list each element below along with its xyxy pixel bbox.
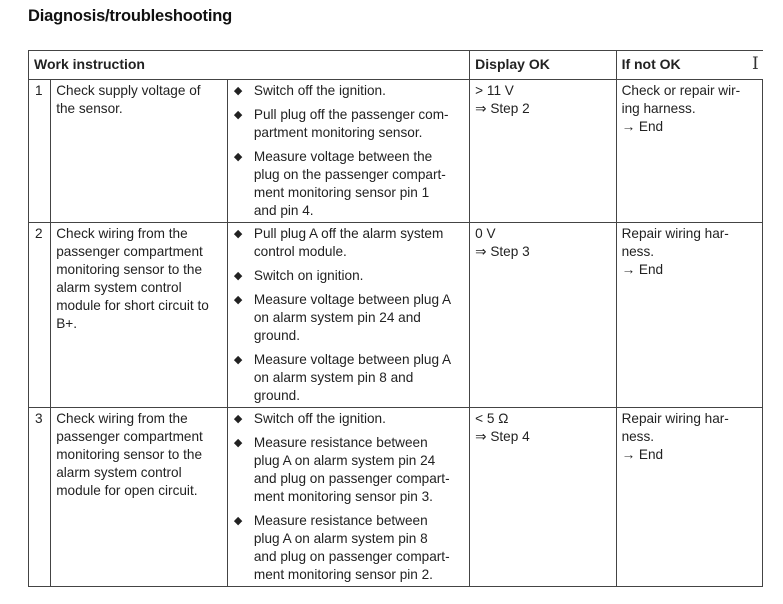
display-ok-cell	[470, 80, 616, 223]
check-text-line: Check supply voltage of	[56, 83, 201, 98]
step-text-line: ment monitoring sensor pin 2.	[253, 567, 433, 582]
if-not-ok-line: ness.	[621, 244, 655, 259]
table-row	[29, 223, 763, 408]
check-text-line: B+.	[56, 316, 77, 331]
step-text-line: Switch off the ignition.	[253, 83, 386, 98]
if-not-ok-line: → End	[621, 447, 664, 462]
step-text-line: Measure voltage between the	[253, 149, 433, 164]
table-row	[29, 80, 763, 223]
check-text-line: the sensor.	[56, 101, 123, 116]
step-text-line: Measure resistance between	[253, 513, 428, 528]
step-number: 3	[29, 408, 51, 587]
display-ok-cell	[470, 223, 616, 408]
step-text-line: partment monitoring sensor.	[253, 125, 423, 140]
display-ok-line: 0 V	[475, 226, 496, 241]
step-text-line: and plug on passenger compart-	[253, 471, 450, 486]
list-item	[233, 291, 464, 345]
table-row	[29, 408, 763, 587]
step-text-line: Measure voltage between plug A	[253, 292, 452, 307]
step-text-line: ment monitoring sensor pin 1	[253, 185, 430, 200]
diamond-bullet-icon: ◆	[233, 85, 243, 97]
step-text-line: on alarm system pin 24 and	[253, 310, 421, 325]
step-text-line: ground.	[253, 388, 300, 403]
if-not-ok-line: ness.	[621, 429, 655, 444]
if-not-ok-line: Repair wiring har-	[621, 226, 729, 241]
display-ok-cell	[470, 408, 616, 587]
list-item	[233, 148, 464, 220]
steps-list	[233, 225, 464, 405]
step-text-line: Pull plug off the passenger com-	[253, 107, 449, 122]
if-not-ok-line: → End	[621, 119, 664, 134]
list-item	[233, 225, 464, 261]
text-cursor-icon: I	[752, 54, 759, 74]
diamond-bullet-icon: ◆	[233, 151, 243, 163]
check-description	[51, 223, 228, 408]
step-text-line: on alarm system pin 8 and	[253, 370, 414, 385]
check-text-line: Check wiring from the	[56, 226, 188, 241]
check-text-line: alarm system control	[56, 280, 182, 295]
step-text-line: Switch on ignition.	[253, 268, 364, 283]
if-not-ok-line: Repair wiring har-	[621, 411, 729, 426]
if-not-ok-cell	[616, 223, 762, 408]
instruction-steps	[227, 408, 469, 587]
step-text-line: and plug on passenger compart-	[253, 549, 450, 564]
check-text-line: passenger compartment	[56, 244, 203, 259]
step-text-line: Pull plug A off the alarm system	[253, 226, 444, 241]
display-ok-line: ⇒ Step 2	[475, 101, 530, 116]
table-body	[29, 80, 763, 587]
check-text-line: module for short circuit to	[56, 298, 209, 313]
if-not-ok-cell	[616, 80, 762, 223]
check-text-line: passenger compartment	[56, 429, 203, 444]
display-ok-line: > 11 V	[475, 83, 514, 98]
diamond-bullet-icon: ◆	[233, 228, 243, 240]
step-number: 2	[29, 223, 51, 408]
step-text-line: and pin 4.	[253, 203, 314, 218]
step-text-line: Measure resistance between	[253, 435, 428, 450]
step-text-line: control module.	[253, 244, 347, 259]
diagnosis-table	[28, 50, 763, 587]
check-text-line: monitoring sensor to the	[56, 447, 203, 462]
step-text-line: ment monitoring sensor pin 3.	[253, 489, 433, 504]
steps-list	[233, 82, 464, 220]
check-text-line: Check wiring from the	[56, 411, 188, 426]
header-if-not-ok: If not OK	[616, 51, 762, 80]
page-title: Diagnosis/troubleshooting	[28, 7, 232, 25]
table-header-row	[29, 51, 763, 80]
check-text-line: monitoring sensor to the	[56, 262, 203, 277]
display-ok-line: ⇒ Step 3	[475, 244, 530, 259]
check-text-line: module for open circuit.	[56, 483, 198, 498]
list-item	[233, 106, 464, 142]
header-display-ok: Display OK	[470, 51, 616, 80]
if-not-ok-line: ing harness.	[621, 101, 696, 116]
list-item	[233, 267, 464, 285]
diamond-bullet-icon: ◆	[233, 294, 243, 306]
if-not-ok-cell	[616, 408, 762, 587]
diamond-bullet-icon: ◆	[233, 109, 243, 121]
diamond-bullet-icon: ◆	[233, 354, 243, 366]
step-text-line: Switch off the ignition.	[253, 411, 386, 426]
step-text-line: plug A on alarm system pin 8	[253, 531, 428, 546]
check-text-line: alarm system control	[56, 465, 182, 480]
list-item	[233, 351, 464, 405]
step-text-line: plug on the passenger compart-	[253, 167, 446, 182]
step-text-line: plug A on alarm system pin 24	[253, 453, 436, 468]
list-item	[233, 434, 464, 506]
if-not-ok-line: → End	[621, 262, 664, 277]
display-ok-line: < 5 Ω	[475, 411, 509, 426]
diamond-bullet-icon: ◆	[233, 413, 243, 425]
display-ok-line: ⇒ Step 4	[475, 429, 530, 444]
diamond-bullet-icon: ◆	[233, 270, 243, 282]
if-not-ok-line: Check or repair wir-	[621, 83, 741, 98]
step-text-line: Measure voltage between plug A	[253, 352, 452, 367]
check-description	[51, 408, 228, 587]
diamond-bullet-icon: ◆	[233, 515, 243, 527]
step-text-line: ground.	[253, 328, 300, 343]
step-number: 1	[29, 80, 51, 223]
steps-list	[233, 410, 464, 584]
check-description	[51, 80, 228, 223]
instruction-steps	[227, 223, 469, 408]
instruction-steps	[227, 80, 469, 223]
list-item	[233, 82, 464, 100]
list-item	[233, 410, 464, 428]
list-item	[233, 512, 464, 584]
diamond-bullet-icon: ◆	[233, 437, 243, 449]
header-work-instruction: Work instruction	[29, 51, 470, 80]
